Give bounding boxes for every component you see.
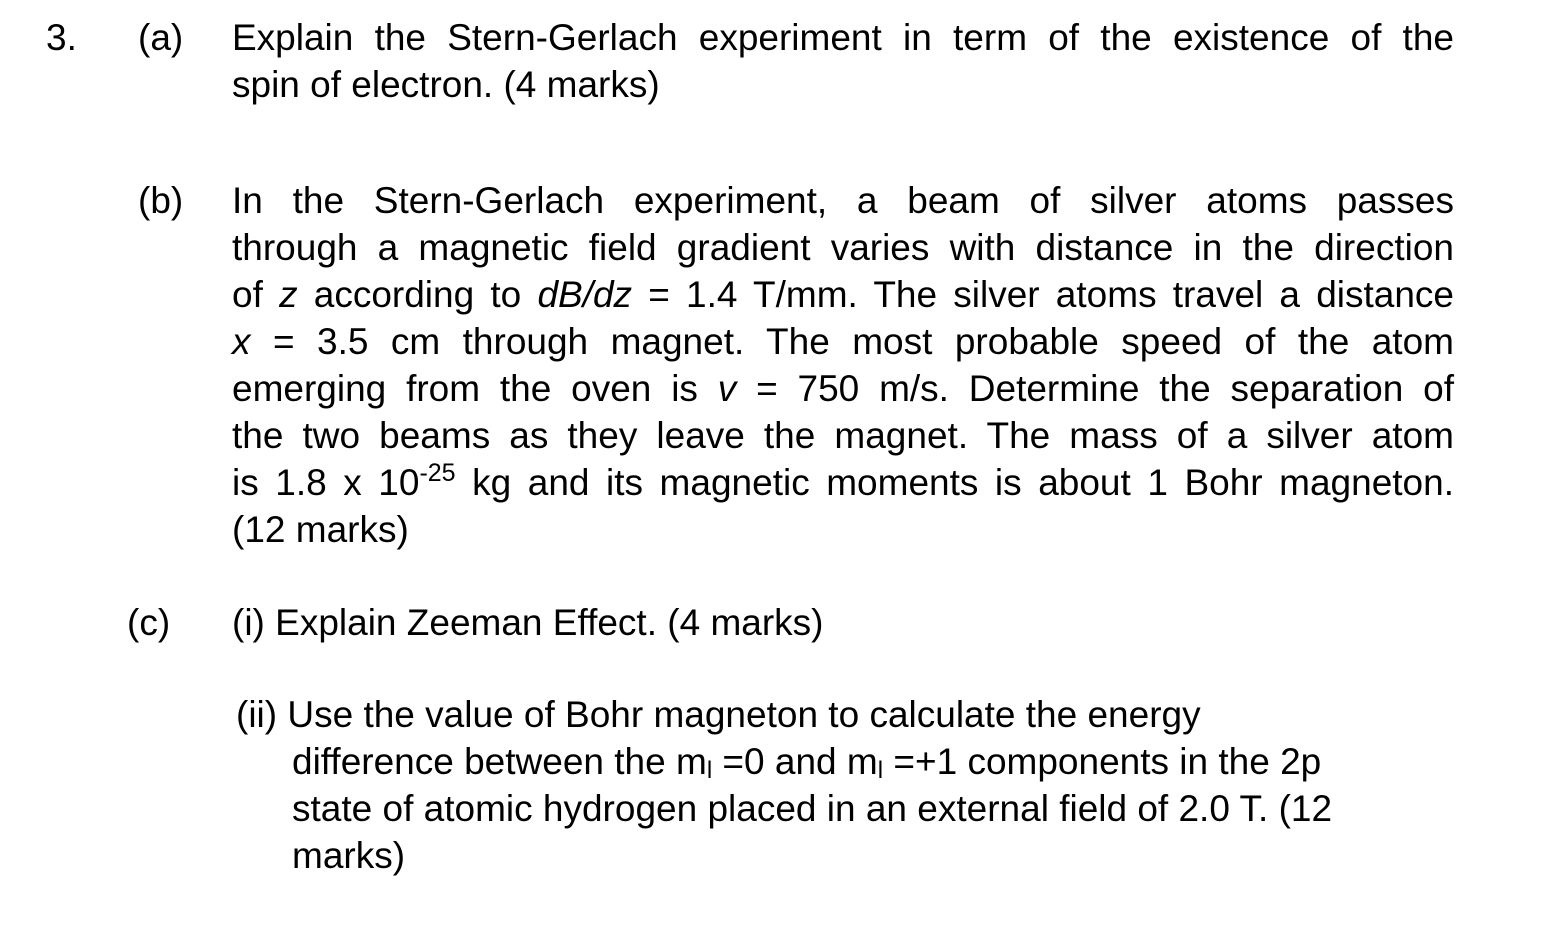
subscript-l: l: [706, 757, 713, 784]
part-a-line: Explain the Stern-Gerlach experiment in term of the existence of the: [232, 17, 1454, 58]
question-number: 3.: [46, 17, 77, 58]
exponent: -25: [419, 459, 456, 487]
part-c-i-text: (i) Explain Zeeman Effect. (4 marks): [232, 602, 824, 643]
text-fragment: = 3.5 cm through magnet. The most probable speed of the atom: [250, 321, 1454, 362]
text-fragment: kg and its magnetic moments is about 1 Bohr magneton.: [455, 462, 1454, 503]
variable-z: z: [279, 274, 298, 315]
variable-x: x: [232, 321, 251, 362]
part-b-line: [232, 318, 1454, 365]
part-a-text: [232, 14, 1454, 108]
text-fragment: = 1.4 T/mm. The silver atoms travel a distance: [632, 274, 1455, 315]
text-fragment: difference between the m: [292, 741, 707, 782]
text-fragment: = 750 m/s. Determine the separation of: [736, 368, 1454, 409]
part-c-ii-line: marks): [292, 835, 406, 876]
part-b-line: (12 marks): [232, 509, 409, 550]
part-b-line: the two beams as they leave the magnet. The mass of a silver atom: [232, 415, 1454, 456]
part-b-line: [232, 365, 1454, 412]
part-b-line: [232, 271, 1454, 318]
subscript-l: l: [877, 757, 884, 784]
text-fragment: =+1 components in the 2p: [883, 741, 1322, 782]
part-b-line: In the Stern-Gerlach experiment, a beam of silver atoms passes: [232, 180, 1454, 221]
part-b-line: [232, 459, 1454, 506]
part-b-text: [232, 177, 1454, 553]
part-c-ii-line: [292, 738, 1321, 785]
part-c-label: (c): [127, 602, 171, 643]
text-fragment: =0 and m: [712, 741, 878, 782]
part-a-line: spin of electron. (4 marks): [232, 64, 660, 105]
text-fragment: is 1.8 x 10: [232, 462, 420, 503]
part-c-ii-line: state of atomic hydrogen placed in an external field of 2.0 T. (12: [292, 788, 1333, 829]
part-a-label: (a): [138, 17, 184, 58]
text-fragment: emerging from the oven is: [232, 368, 718, 409]
part-b-label: (b): [138, 180, 184, 221]
variable-v: v: [717, 368, 737, 409]
part-b-line: through a magnetic field gradient varies with distance in the direction: [232, 227, 1454, 268]
variable-dbdz: dB/dz: [537, 274, 633, 315]
text-fragment: of: [232, 274, 280, 315]
part-c-ii-line: (ii) Use the value of Bohr magneton to calculate the energy: [236, 694, 1201, 735]
text-fragment: according to: [297, 274, 538, 315]
